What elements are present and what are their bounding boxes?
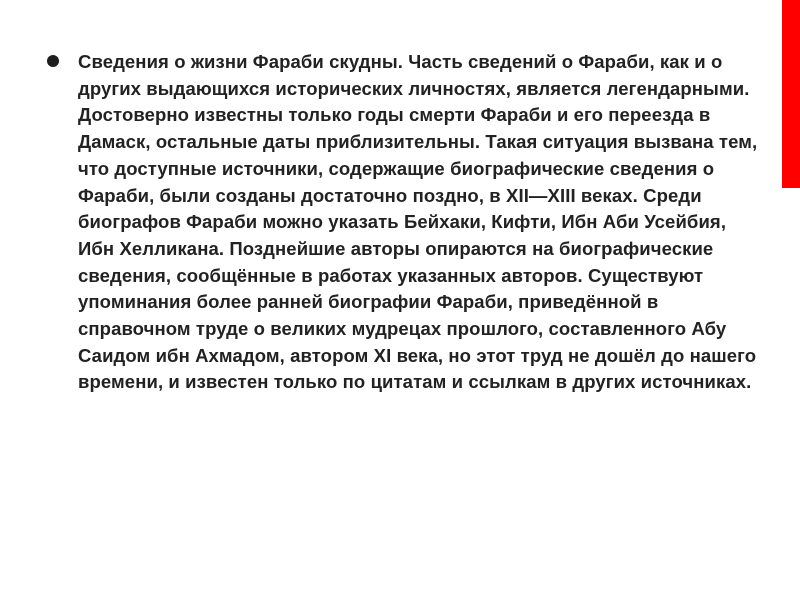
red-accent-bar	[782, 0, 800, 188]
bullet-text: Сведения о жизни Фараби скудны. Часть сведений о Фараби, как и о других выдающихся исторических личностях, является легендарными. Достоверно известны только годы смерти Фараби и его переезда в Дамаск, остальные даты приблизительны. Такая ситуация вызвана тем, что доступные источники, содержащие биографические сведения о Фараби, были созданы достаточно поздно, в XII—XIII веках. Среди биографов Фараби можно указать Бейхаки, Кифти, Ибн Аби Усейбия, Ибн Хелликана. Позднейшие авторы опираются на биографические сведения, сообщённые в работах указанных авторов. Существуют упоминания более ранней биографии Фараби, приведённой в справочном труде о великих мудрецах прошлого, составленного Абу Саидом ибн Ахмадом, автором XI века, но этот труд не дошёл до нашего времени, и известен только по цитатам и ссылкам в других источниках.	[78, 51, 758, 393]
bullet-item	[47, 49, 762, 396]
bullet-dot-icon	[47, 55, 59, 67]
slide-content	[47, 49, 762, 396]
